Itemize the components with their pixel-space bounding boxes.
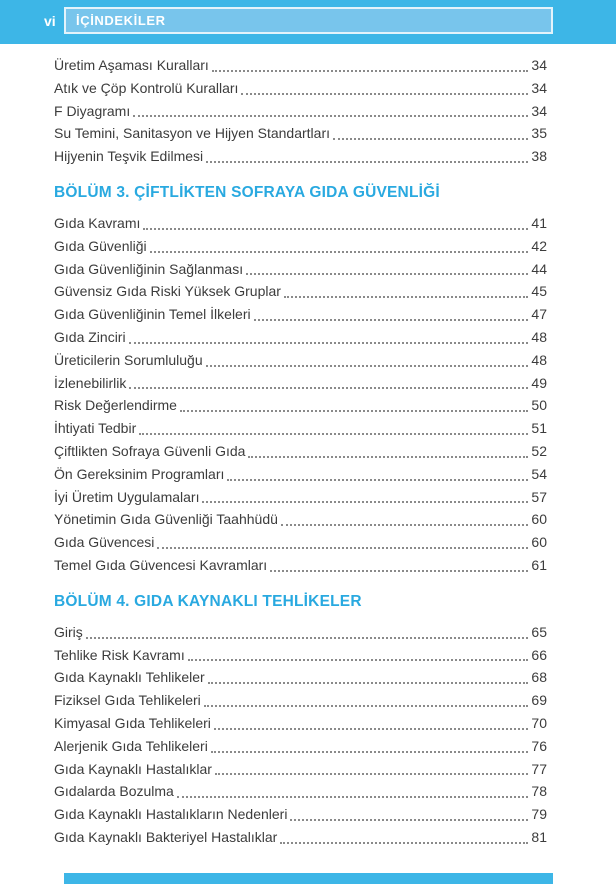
entry-page: 76	[531, 737, 547, 754]
leader-dots	[280, 826, 528, 844]
leader-dots	[211, 735, 529, 753]
entry-page: 41	[531, 214, 547, 231]
entry-page: 35	[531, 125, 547, 142]
entry-page: 65	[531, 623, 547, 640]
toc-entry-row	[54, 326, 547, 349]
toc-section	[54, 590, 547, 849]
entry-title: Gıda Kaynaklı Tehlikeler	[54, 669, 205, 686]
toc-entry-row	[54, 531, 547, 554]
leader-dots	[212, 54, 529, 72]
entry-title: Gıda Kavramı	[54, 214, 141, 231]
entry-page: 34	[531, 57, 547, 73]
leader-dots	[204, 689, 529, 707]
entry-page: 44	[531, 260, 547, 277]
leader-dots	[188, 644, 529, 662]
entry-title: İzlenebilirlik	[54, 374, 127, 391]
entry-title: Gıda Kaynaklı Hastalıkların Nedenleri	[54, 806, 288, 823]
toc-entry-row	[54, 77, 547, 100]
toc-entry-row	[54, 486, 547, 509]
entry-title: Tehlike Risk Kavramı	[54, 646, 185, 663]
entry-title: Gıdalarda Bozulma	[54, 783, 174, 800]
toc-entry-row	[54, 212, 547, 235]
header-title-box	[64, 7, 553, 34]
toc-entry-row	[54, 508, 547, 531]
entry-page: 54	[531, 465, 547, 482]
toc-entry-row	[54, 145, 547, 168]
entry-title: Su Temini, Sanitasyon ve Hijyen Standartları	[54, 125, 330, 142]
entry-title: İyi Üretim Uygulamaları	[54, 488, 200, 505]
entry-page: 60	[531, 511, 547, 528]
leader-dots	[133, 100, 528, 118]
entry-page: 68	[531, 669, 547, 686]
entry-page: 52	[531, 442, 547, 459]
section-entries	[54, 54, 547, 168]
entry-title: Hijyenin Teşvik Edilmesi	[54, 148, 204, 165]
leader-dots	[143, 212, 528, 230]
toc-entry-row	[54, 258, 547, 281]
entry-page: 34	[531, 102, 547, 119]
entry-title: Alerjenik Gıda Tehlikeleri	[54, 737, 208, 754]
leader-dots	[290, 803, 528, 821]
toc-entry-row	[54, 417, 547, 440]
entry-page: 79	[531, 806, 547, 823]
toc-entry-row	[54, 803, 547, 826]
footer-bar	[64, 873, 553, 884]
page-number-indicator: vi	[44, 12, 56, 29]
leader-dots	[129, 326, 529, 344]
toc-section	[54, 181, 547, 577]
entry-page: 42	[531, 237, 547, 254]
toc-entry-row	[54, 644, 547, 667]
entry-page: 81	[531, 828, 547, 845]
entry-title: Çiftlikten Sofraya Güvenli Gıda	[54, 442, 246, 459]
leader-dots	[281, 508, 529, 526]
entry-page: 38	[531, 148, 547, 165]
entry-page: 61	[531, 556, 547, 573]
section-entries	[54, 621, 547, 849]
entry-title: Fiziksel Gıda Tehlikeleri	[54, 692, 201, 709]
leader-dots	[214, 712, 529, 730]
leader-dots	[180, 394, 528, 412]
toc-entry-row	[54, 554, 547, 577]
leader-dots	[254, 303, 529, 321]
toc-entry-row	[54, 349, 547, 372]
entry-page: 77	[531, 760, 547, 777]
leader-dots	[157, 531, 528, 549]
entry-page: 57	[531, 488, 547, 505]
toc-entry-row	[54, 463, 547, 486]
entry-page: 45	[531, 283, 547, 300]
entry-title: Gıda Güvenliğinin Sağlanması	[54, 260, 244, 277]
entry-page: 69	[531, 692, 547, 709]
entry-page: 34	[531, 79, 547, 96]
toc-entry-row	[54, 689, 547, 712]
leader-dots	[202, 486, 528, 504]
toc-entry-row	[54, 758, 547, 781]
entry-page: 78	[531, 783, 547, 800]
toc-entry-row	[54, 712, 547, 735]
toc-entry-row	[54, 666, 547, 689]
entry-title: Risk Değerlendirme	[54, 397, 177, 414]
leader-dots	[206, 349, 529, 367]
entry-title: Gıda Kaynaklı Bakteriyel Hastalıklar	[54, 828, 278, 845]
toc-entry-row	[54, 826, 547, 849]
leader-dots	[215, 758, 528, 776]
leader-dots	[333, 122, 528, 140]
entry-title: Ön Gereksinim Programları	[54, 465, 225, 482]
toc-entry-row	[54, 780, 547, 803]
leader-dots	[241, 77, 528, 95]
leader-dots	[86, 621, 529, 639]
entry-title: Giriş	[54, 623, 83, 640]
leader-dots	[284, 280, 528, 298]
leader-dots	[227, 463, 528, 481]
toc-entry-row	[54, 440, 547, 463]
toc	[54, 54, 547, 849]
entry-title: Üretim Aşaması Kuralları	[54, 57, 209, 73]
entry-title: Gıda Güvenliğinin Temel İlkeleri	[54, 306, 251, 323]
toc-section	[54, 54, 547, 168]
leader-dots	[150, 235, 529, 253]
entry-title: Gıda Güvencesi	[54, 534, 155, 551]
entry-title: F Diyagramı	[54, 102, 131, 119]
entry-title: Gıda Zinciri	[54, 328, 126, 345]
toc-entry-row	[54, 303, 547, 326]
toc-entry-row	[54, 235, 547, 258]
toc-entry-row	[54, 621, 547, 644]
entry-title: Gıda Güvenliği	[54, 237, 147, 254]
entry-page: 47	[531, 306, 547, 323]
entry-title: Atık ve Çöp Kontrolü Kuralları	[54, 79, 239, 96]
entry-page: 48	[531, 328, 547, 345]
leader-dots	[246, 258, 528, 276]
leader-dots	[206, 145, 528, 163]
toc-entry-row	[54, 280, 547, 303]
entry-page: 66	[531, 646, 547, 663]
toc-entry-row	[54, 735, 547, 758]
entry-page: 70	[531, 714, 547, 731]
entry-page: 50	[531, 397, 547, 414]
leader-dots	[270, 554, 528, 572]
leader-dots	[177, 780, 529, 798]
entry-title: Temel Gıda Güvencesi Kavramları	[54, 556, 268, 573]
page-title: İÇİNDEKİLER	[76, 13, 166, 28]
section-entries	[54, 212, 547, 577]
entry-title: Kimyasal Gıda Tehlikeleri	[54, 714, 211, 731]
entry-title: Gıda Kaynaklı Hastalıklar	[54, 760, 212, 777]
header-banner	[0, 0, 616, 44]
section-heading: BÖLÜM 3. ÇİFTLİKTEN SOFRAYA GIDA GÜVENLİĞİ	[54, 183, 440, 201]
entry-page: 51	[531, 420, 547, 437]
entry-title: Yönetimin Gıda Güvenliği Taahhüdü	[54, 511, 278, 528]
entry-page: 48	[531, 351, 547, 368]
leader-dots	[139, 417, 528, 435]
entry-page: 60	[531, 534, 547, 551]
leader-dots	[129, 372, 528, 390]
entry-page: 49	[531, 374, 547, 391]
leader-dots	[208, 666, 529, 684]
toc-entry-row	[54, 54, 547, 77]
toc-entry-row	[54, 122, 547, 145]
toc-entry-row	[54, 372, 547, 395]
entry-title: İhtiyati Tedbir	[54, 420, 137, 437]
entry-title: Güvensiz Gıda Riski Yüksek Gruplar	[54, 283, 281, 300]
leader-dots	[248, 440, 528, 458]
toc-entry-row	[54, 100, 547, 123]
toc-entry-row	[54, 394, 547, 417]
section-heading: BÖLÜM 4. GIDA KAYNAKLI TEHLİKELER	[54, 592, 362, 610]
entry-title: Üreticilerin Sorumluluğu	[54, 351, 203, 368]
